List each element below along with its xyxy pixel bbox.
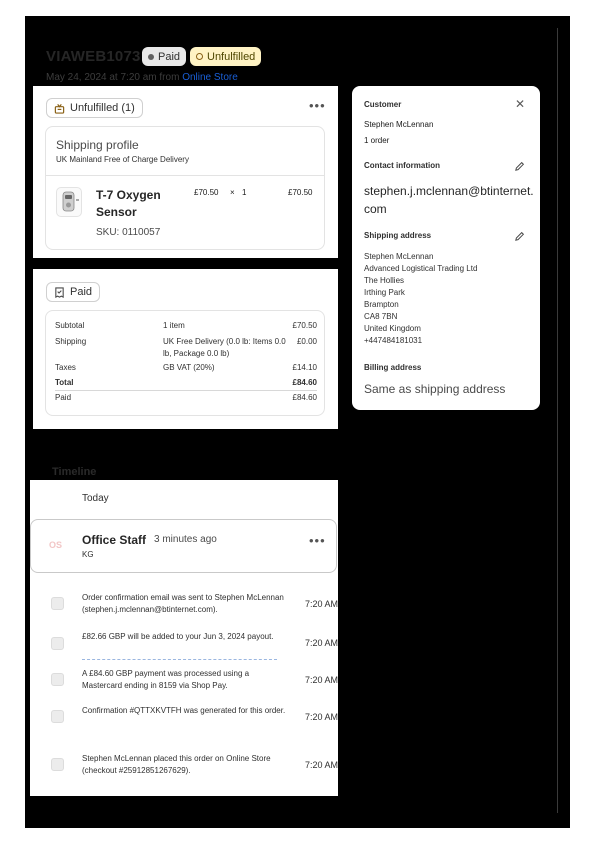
billing-address-value: Same as shipping address (364, 382, 506, 396)
customer-card (352, 86, 540, 410)
taxes-label: Taxes (55, 363, 76, 372)
paid-status-label: Paid (70, 286, 93, 298)
paid-badge-label: Paid (158, 50, 181, 63)
subtotal-label: Subtotal (55, 321, 85, 330)
contact-heading: Contact information (364, 161, 440, 170)
event-time: 7:20 AM (304, 760, 338, 770)
subtotal-amount: £70.50 (292, 321, 317, 330)
event-icon (51, 637, 64, 650)
comment-more-button[interactable]: ••• (309, 533, 326, 548)
event-time: 7:20 AM (304, 675, 338, 685)
total-label: Total (55, 378, 74, 387)
close-icon[interactable]: ✕ (515, 97, 526, 111)
event-text: Order confirmation email was sent to Stephen McLennan (stephen.j.mclennan@btinternet.com). (82, 593, 284, 614)
address-line: +447484181031 (364, 336, 423, 345)
address-line: Brampton (364, 300, 399, 309)
shipping-profile-subtitle: UK Mainland Free of Charge Delivery (56, 155, 189, 164)
customer-email-link[interactable]: stephen.j.mclennan@btinternet.com (364, 184, 534, 216)
order-title: VIAWEB1073 (46, 48, 141, 65)
product-line-total: £70.50 (288, 188, 313, 197)
fulfillment-card (33, 86, 338, 258)
status-dot-icon (148, 54, 154, 60)
paid-status-pill (46, 282, 100, 302)
event-icon (51, 710, 64, 723)
divider (55, 390, 317, 391)
product-sku: SKU: 0110057 (96, 227, 161, 238)
event-icon (51, 758, 64, 771)
shipping-amount: £0.00 (296, 337, 317, 346)
timeline-heading: Timeline (52, 466, 97, 478)
scrollbar-track[interactable] (557, 28, 558, 813)
divider (82, 659, 277, 660)
event-time: 7:20 AM (304, 712, 338, 722)
order-date-line (46, 72, 238, 83)
event-text[interactable]: £82.66 GBP will be added to your Jun 3, 2024 payout. (82, 632, 274, 641)
unfulfilled-status-label: Unfulfilled (1) (70, 102, 135, 114)
product-name-link[interactable]: T-7 Oxygen Sensor (96, 188, 161, 219)
timeline-today: Today (82, 493, 109, 504)
customer-order-count[interactable]: 1 order (364, 136, 390, 145)
online-store-link[interactable]: Online Store (182, 72, 238, 83)
subtotal-detail: 1 item (163, 321, 185, 330)
multiply-sign: × (230, 188, 235, 197)
edit-contact-pencil-icon[interactable] (514, 161, 525, 172)
receipt-icon (54, 287, 65, 298)
staff-avatar: OS (49, 540, 63, 550)
staff-comment-box (30, 519, 337, 573)
order-date: May 24, 2024 at 7:20 am from (46, 72, 180, 83)
fulfillment-more-button[interactable]: ••• (309, 98, 326, 113)
unfulfilled-badge-label: Unfulfilled (207, 50, 256, 63)
address-line: United Kingdom (364, 324, 421, 333)
shipping-profile-box (45, 126, 325, 250)
shipping-label: Shipping (55, 337, 87, 346)
status-ring-icon (196, 53, 203, 60)
address-line: The Hollies (364, 276, 405, 285)
shipping-detail: UK Free Delivery (0.0 lb: Items 0.0 lb, Package 0.0 lb) (163, 337, 286, 358)
shipping-profile-title: Shipping profile (56, 138, 139, 152)
event-time: 7:20 AM (304, 599, 338, 609)
event-text: Stephen McLennan placed this order on Online Store (checkout #25912851267629). (82, 754, 271, 775)
event-icon (51, 597, 64, 610)
unfulfilled-badge (190, 47, 261, 66)
total-amount: £84.60 (292, 378, 317, 387)
event-time: 7:20 AM (304, 638, 338, 648)
package-icon (54, 103, 65, 114)
staff-comment-text: KG (82, 550, 94, 559)
address-line: Irthing Park (364, 288, 405, 297)
customer-name-link[interactable]: Stephen McLennan (364, 120, 434, 129)
product-thumbnail (56, 187, 82, 217)
event-icon (51, 673, 64, 686)
paid-badge (142, 47, 186, 66)
unfulfilled-status-pill (46, 98, 143, 118)
event-text[interactable]: A £84.60 GBP payment was processed using a Mastercard ending in 8159 via Shop Pay. (82, 669, 250, 690)
staff-comment-time: 3 minutes ago (154, 534, 217, 545)
edit-shipping-pencil-icon[interactable] (514, 231, 525, 242)
shipping-address-heading: Shipping address (364, 231, 432, 240)
payment-card (33, 269, 338, 429)
divider (46, 175, 324, 176)
product-quantity: 1 (242, 188, 247, 197)
billing-address-heading: Billing address (364, 363, 422, 372)
oxygen-sensor-image (57, 188, 81, 216)
shipping-address (364, 251, 477, 347)
timeline-card (30, 480, 338, 796)
address-line: CA8 7BN (364, 312, 398, 321)
customer-heading: Customer (364, 100, 402, 109)
product-unit-price: £70.50 (194, 188, 219, 197)
taxes-detail: GB VAT (20%) (163, 363, 215, 372)
address-line: Advanced Logistical Trading Ltd (364, 264, 478, 273)
paid-amount: £84.60 (292, 393, 317, 402)
taxes-amount: £14.10 (292, 363, 317, 372)
event-text: Confirmation #QTTXKVTFH was generated for this order. (82, 706, 286, 715)
address-line: Stephen McLennan (364, 252, 434, 261)
staff-name: Office Staff (82, 533, 147, 547)
paid-label: Paid (55, 393, 72, 402)
